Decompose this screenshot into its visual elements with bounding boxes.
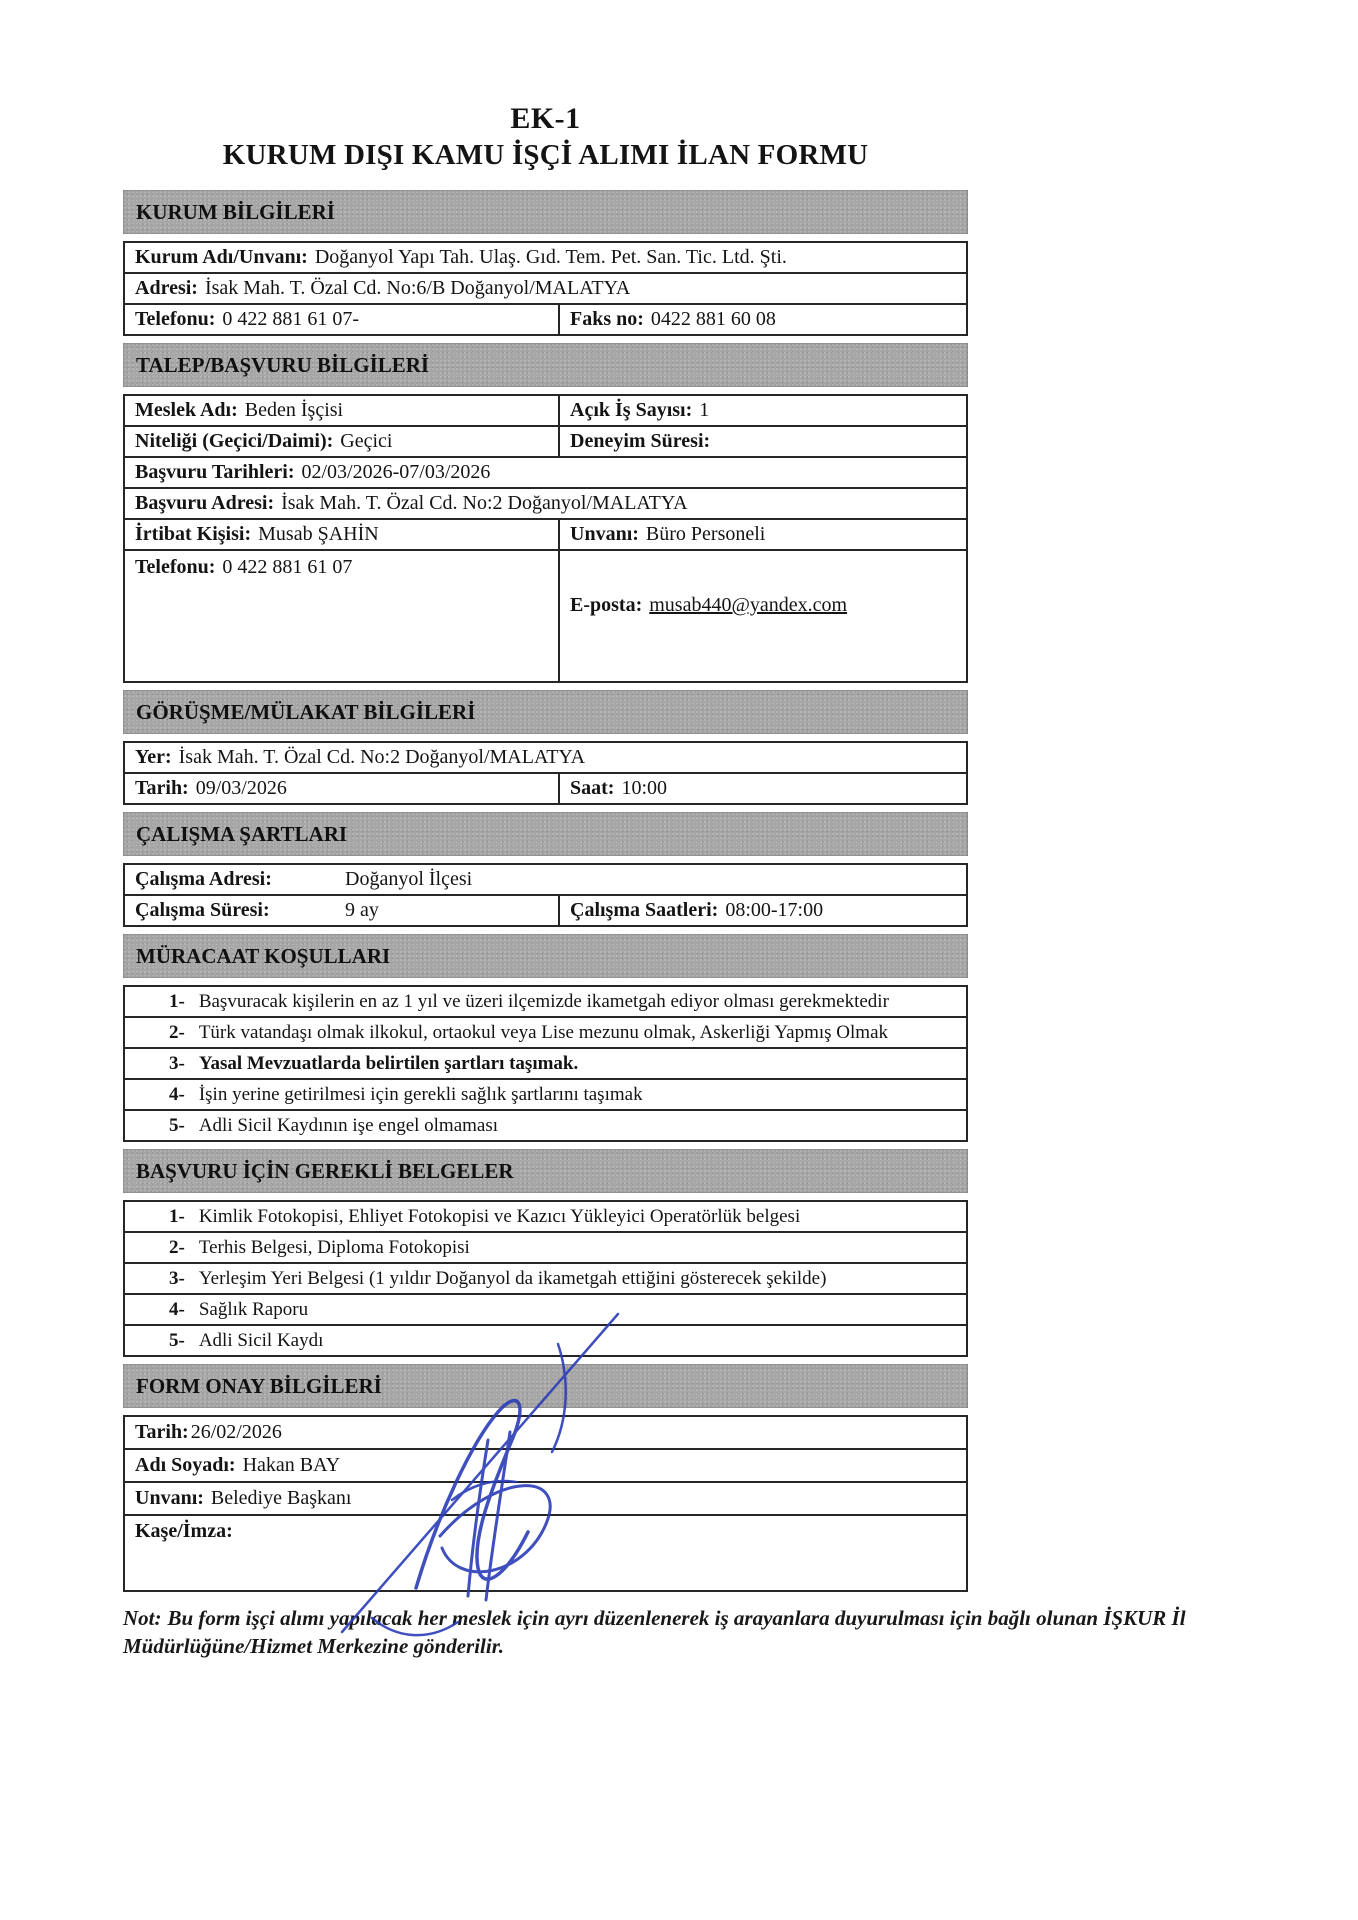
field-label-onay-tarih: Tarih: xyxy=(135,1421,189,1443)
field-value-calisma-adresi: Doğanyol İlçesi xyxy=(345,868,473,890)
numbered-item xyxy=(125,1324,966,1355)
field-value-onay-tarih: 26/02/2026 xyxy=(190,1421,282,1443)
field-label-deneyim-suresi: Deneyim Süresi: xyxy=(570,430,711,452)
field-value-calisma-suresi: 9 ay xyxy=(345,899,379,921)
field-value-kurum-telefon: 0 422 881 61 07- xyxy=(222,308,360,330)
section-header-form-onay: FORM ONAY BİLGİLERİ xyxy=(123,1364,968,1408)
field-label-calisma-adresi: Çalışma Adresi: xyxy=(135,868,272,890)
item-number: 5- xyxy=(169,1115,185,1136)
field-value-acik-is-sayisi: 1 xyxy=(699,399,710,421)
item-text: Adli Sicil Kaydının işe engel olmaması xyxy=(198,1115,499,1136)
row-irtibat-unvan xyxy=(125,518,966,549)
item-text: Sağlık Raporu xyxy=(198,1299,309,1320)
talep-basvuru-rows xyxy=(123,394,968,683)
item-number: 4- xyxy=(169,1299,185,1320)
field-label-kase-imza: Kaşe/İmza: xyxy=(135,1520,233,1542)
item-number: 3- xyxy=(169,1053,185,1074)
field-value-irtibat-telefon: 0 422 881 61 07 xyxy=(222,556,353,578)
form-table xyxy=(123,190,1186,1660)
field-value-meslek-adi: Beden İşçisi xyxy=(244,399,344,421)
item-text: Kimlik Fotokopisi, Ehliyet Fotokopisi ve Kazıcı Yükleyici Operatörlük belgesi xyxy=(198,1206,801,1227)
field-label-gorusme-yer: Yer: xyxy=(135,746,172,768)
field-label-irtibat-unvani: Unvanı: xyxy=(570,523,639,545)
footer-note-text: Bu form işçi alımı yapılacak her meslek için ayrı düzenlenerek iş arayanlara duyurulması için bağlı olunan İŞKUR İl Müdürlüğüne/Hizmet Merkezine gönderilir. xyxy=(123,1606,1186,1658)
item-text: Yerleşim Yeri Belgesi (1 yıldır Doğanyol da ikametgah ettiğini gösterecek şekilde) xyxy=(198,1268,827,1289)
numbered-item xyxy=(125,1078,966,1109)
row-nitelik-deneyim xyxy=(125,425,966,456)
field-label-meslek-adi: Meslek Adı: xyxy=(135,399,238,421)
row-calisma-suresi-saatleri xyxy=(125,894,966,925)
section-header-kurum-bilgileri: KURUM BİLGİLERİ xyxy=(123,190,968,234)
field-label-irtibat-kisisi: İrtibat Kişisi: xyxy=(135,523,252,545)
field-value-irtibat-kisisi: Musab ŞAHİN xyxy=(258,523,379,545)
cell-irtibat-kisisi xyxy=(125,520,558,549)
field-value-nitelik: Geçici xyxy=(340,430,393,452)
item-number: 5- xyxy=(169,1330,185,1351)
cell-gorusme-saat xyxy=(558,774,966,803)
field-value-onay-adsoyad: Hakan BAY xyxy=(242,1454,341,1476)
row-kurum-adres xyxy=(125,272,966,303)
item-text: İşin yerine getirilmesi için gerekli sağlık şartlarını taşımak xyxy=(198,1084,643,1105)
row-kurum-adi xyxy=(125,243,966,272)
field-label-calisma-saatleri: Çalışma Saatleri: xyxy=(570,899,719,921)
numbered-item xyxy=(125,1109,966,1140)
form-title-block xyxy=(123,102,968,172)
item-text: Başvuracak kişilerin en az 1 yıl ve üzeri ilçemizde ikametgah ediyor olması gerekmektedir xyxy=(198,991,889,1012)
field-label-irtibat-telefon: Telefonu: xyxy=(135,556,216,578)
cell-eposta xyxy=(558,551,966,681)
field-value-gorusme-tarih: 09/03/2026 xyxy=(195,777,287,799)
field-label-nitelik: Niteliği (Geçici/Daimi): xyxy=(135,430,334,452)
item-number: 2- xyxy=(169,1022,185,1043)
row-gorusme-tarih-saat xyxy=(125,772,966,803)
item-number: 4- xyxy=(169,1084,185,1105)
row-onay-adsoyad xyxy=(125,1448,966,1481)
form-code-title: EK-1 xyxy=(510,102,581,135)
cell-kurum-telefon xyxy=(125,305,558,334)
numbered-item xyxy=(125,1047,966,1078)
item-number: 2- xyxy=(169,1237,185,1258)
field-label-onay-adsoyad: Adı Soyadı: xyxy=(135,1454,236,1476)
row-telefon-eposta xyxy=(125,549,966,681)
field-value-basvuru-adresi: İsak Mah. T. Özal Cd. No:2 Doğanyol/MALATYA xyxy=(281,492,688,514)
section-header-gerekli-belgeler: BAŞVURU İÇİN GEREKLİ BELGELER xyxy=(123,1149,968,1193)
numbered-item xyxy=(125,987,966,1016)
form-onay-rows xyxy=(123,1415,968,1592)
cell-deneyim-suresi xyxy=(558,427,966,456)
field-label-kurum-adres: Adresi: xyxy=(135,277,198,299)
field-value-gorusme-yer: İsak Mah. T. Özal Cd. No:2 Doğanyol/MALATYA xyxy=(178,746,586,768)
calisma-sartlari-rows xyxy=(123,863,968,927)
field-value-irtibat-unvani: Büro Personeli xyxy=(645,523,766,545)
kurum-bilgileri-rows xyxy=(123,241,968,336)
field-value-basvuru-tarihleri: 02/03/2026-07/03/2026 xyxy=(301,461,491,483)
footer-note xyxy=(123,1604,1238,1660)
field-label-onay-unvan: Unvanı: xyxy=(135,1487,204,1509)
row-meslek-acikis xyxy=(125,396,966,425)
numbered-item xyxy=(125,1293,966,1324)
field-label-basvuru-tarihleri: Başvuru Tarihleri: xyxy=(135,461,295,483)
cell-acik-is-sayisi xyxy=(558,396,966,425)
cell-meslek-adi xyxy=(125,396,558,425)
cell-irtibat-unvani xyxy=(558,520,966,549)
cell-nitelik xyxy=(125,427,558,456)
cell-irtibat-telefon xyxy=(125,551,558,681)
field-value-calisma-saatleri: 08:00-17:00 xyxy=(725,899,824,921)
field-label-acik-is-sayisi: Açık İş Sayısı: xyxy=(570,399,693,421)
item-text: Adli Sicil Kaydı xyxy=(198,1330,324,1351)
section-header-gorusme-mulakat: GÖRÜŞME/MÜLAKAT BİLGİLERİ xyxy=(123,690,968,734)
field-value-eposta: musab440@yandex.com xyxy=(649,594,848,616)
muracaat-kosullari-rows xyxy=(123,985,968,1142)
field-label-eposta: E-posta: xyxy=(570,594,643,616)
numbered-item xyxy=(125,1262,966,1293)
field-label-basvuru-adresi: Başvuru Adresi: xyxy=(135,492,275,514)
row-onay-kase-imza xyxy=(125,1514,966,1590)
item-number: 3- xyxy=(169,1268,185,1289)
field-label-gorusme-saat: Saat: xyxy=(570,777,615,799)
field-value-kurum-adi: Doğanyol Yapı Tah. Ulaş. Gıd. Tem. Pet. San. Tic. Ltd. Şti. xyxy=(314,246,787,268)
cell-gorusme-tarih xyxy=(125,774,558,803)
item-number: 1- xyxy=(169,991,185,1012)
numbered-item xyxy=(125,1231,966,1262)
field-label-gorusme-tarih: Tarih: xyxy=(135,777,189,799)
row-calisma-adresi xyxy=(125,865,966,894)
field-label-kurum-faks: Faks no: xyxy=(570,308,644,330)
footer-note-prefix: Not: xyxy=(123,1606,162,1630)
field-value-kurum-adres: İsak Mah. T. Özal Cd. No:6/B Doğanyol/MALATYA xyxy=(204,277,631,299)
section-header-calisma-sartlari: ÇALIŞMA ŞARTLARI xyxy=(123,812,968,856)
form-main-title: KURUM DIŞI KAMU İŞÇİ ALIMI İLAN FORMU xyxy=(222,139,869,171)
cell-calisma-saatleri xyxy=(558,896,966,925)
section-header-talep-basvuru: TALEP/BAŞVURU BİLGİLERİ xyxy=(123,343,968,387)
cell-calisma-suresi xyxy=(125,896,558,925)
row-onay-unvan xyxy=(125,1481,966,1514)
row-basvuru-adresi xyxy=(125,487,966,518)
field-value-onay-unvan: Belediye Başkanı xyxy=(210,1487,352,1509)
cell-kurum-faks xyxy=(558,305,966,334)
row-basvuru-tarihleri xyxy=(125,456,966,487)
gorusme-mulakat-rows xyxy=(123,741,968,805)
gerekli-belgeler-rows xyxy=(123,1200,968,1357)
numbered-item xyxy=(125,1202,966,1231)
row-gorusme-yer xyxy=(125,743,966,772)
section-header-muracaat-kosullari: MÜRACAAT KOŞULLARI xyxy=(123,934,968,978)
row-onay-tarih xyxy=(125,1417,966,1448)
field-label-kurum-adi: Kurum Adı/Unvanı: xyxy=(135,246,308,268)
field-label-kurum-telefon: Telefonu: xyxy=(135,308,216,330)
item-number: 1- xyxy=(169,1206,185,1227)
item-text: Yasal Mevzuatlarda belirtilen şartları taşımak. xyxy=(198,1053,579,1074)
row-telefon-faks xyxy=(125,303,966,334)
numbered-item xyxy=(125,1016,966,1047)
field-value-kurum-faks: 0422 881 60 08 xyxy=(650,308,776,330)
item-text: Türk vatandaşı olmak ilkokul, ortaokul veya Lise mezunu olmak, Askerliği Yapmış Olmak xyxy=(198,1022,888,1043)
field-label-calisma-suresi: Çalışma Süresi: xyxy=(135,899,270,921)
item-text: Terhis Belgesi, Diploma Fotokopisi xyxy=(198,1237,470,1258)
field-value-gorusme-saat: 10:00 xyxy=(621,777,668,799)
